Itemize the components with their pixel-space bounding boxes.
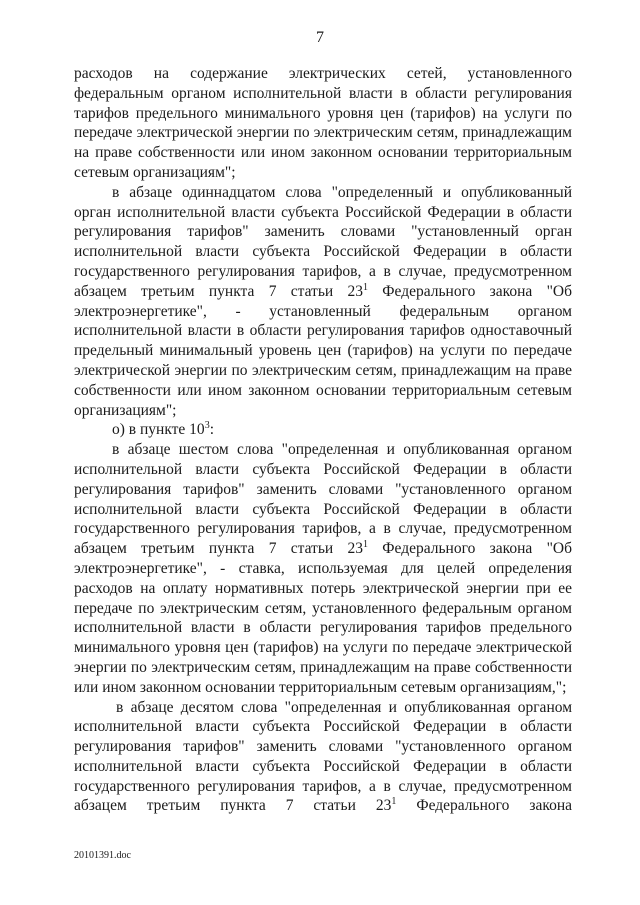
superscript: 1 <box>363 539 368 551</box>
paragraph-text: о) в пункте 10 <box>112 421 205 439</box>
page-number: 7 <box>316 29 324 46</box>
paragraph-tenth-abzats <box>74 698 572 817</box>
paragraph-eleventh-abzats <box>74 183 572 421</box>
paragraph-text-continued: : <box>209 421 214 439</box>
paragraph-text-continued: Федерального закона <box>396 797 572 815</box>
superscript: 1 <box>363 281 368 293</box>
paragraph-sixth-abzats <box>74 440 572 697</box>
paragraph-expense-clause <box>74 64 572 183</box>
paragraph-text: расходов на содержание электрических сетей, установленного федеральным органом исполнительной власти в области регулирования тарифов предельного минимального уровня цен (тарифов) на услуги по передаче электрической энергии по электрическим сетям, принадлежащим на праве собственности или ином законном основании территориальным сетевым организациям"; <box>74 65 572 181</box>
paragraph-text-continued: Федерального закона "Об электроэнергетике", - ставка, используемая для целей определения расходов на оплату нормативных потерь электрической энергии при ее передаче по электрическим сетям, установленного федеральным органом исполнительной власти в области регулирования тарифов предельного минимального уровня цен (тарифов) на услуги по передаче электрической энергии по электрическим сетям, принадлежащим на праве собственности или ином законном основании территориальным сетевым организациям,"; <box>74 540 572 696</box>
superscript: 1 <box>391 796 397 808</box>
superscript: 3 <box>204 420 210 432</box>
document-body <box>74 64 572 816</box>
subpoint-o-heading <box>74 420 572 440</box>
paragraph-text: в абзаце десятом слова "определенная и опубликованная органом исполнительной власти субъекта Российской Федерации в области регулирования тарифов" заменить словами "установленного органом исполнительной власти субъекта Российской Федерации в области государственного регулирования тарифов, а в случае, предусмотренном абзацем третьим пункта 7 статьи 23 <box>74 698 572 815</box>
footer-filename: 20101391.doc <box>74 850 131 861</box>
paragraph-text: в абзаце одиннадцатом слова "определенный и опубликованный орган исполнительной власти субъекта Российской Федерации в области регулирования тарифов" заменить словами "установленный орган исполнительной власти субъекта Российской Федерации в области государственного регулирования тарифов, а в случае, предусмотренном абзацем третьим пункта 7 статьи 23 <box>74 183 572 300</box>
paragraph-text: в абзаце шестом слова "определенная и опубликованная органом исполнительной власти субъекта Российской Федерации в области регулирования тарифов" заменить словами "установленного органом исполнительной власти субъекта Российской Федерации в области государственного регулирования тарифов, а в случае, предусмотренном абзацем третьим пункта 7 статьи 23 <box>74 441 572 558</box>
paragraph-text-continued: Федерального закона "Об электроэнергетике", - установленный федеральным органом исполнительной власти в области регулирования тарифов одноставочный предельный минимальный уровень цен (тарифов) на услуги по передаче электрической энергии по электрическим сетям, принадлежащим на праве собственности или ином законном основании территориальным сетевым организациям"; <box>74 282 572 419</box>
